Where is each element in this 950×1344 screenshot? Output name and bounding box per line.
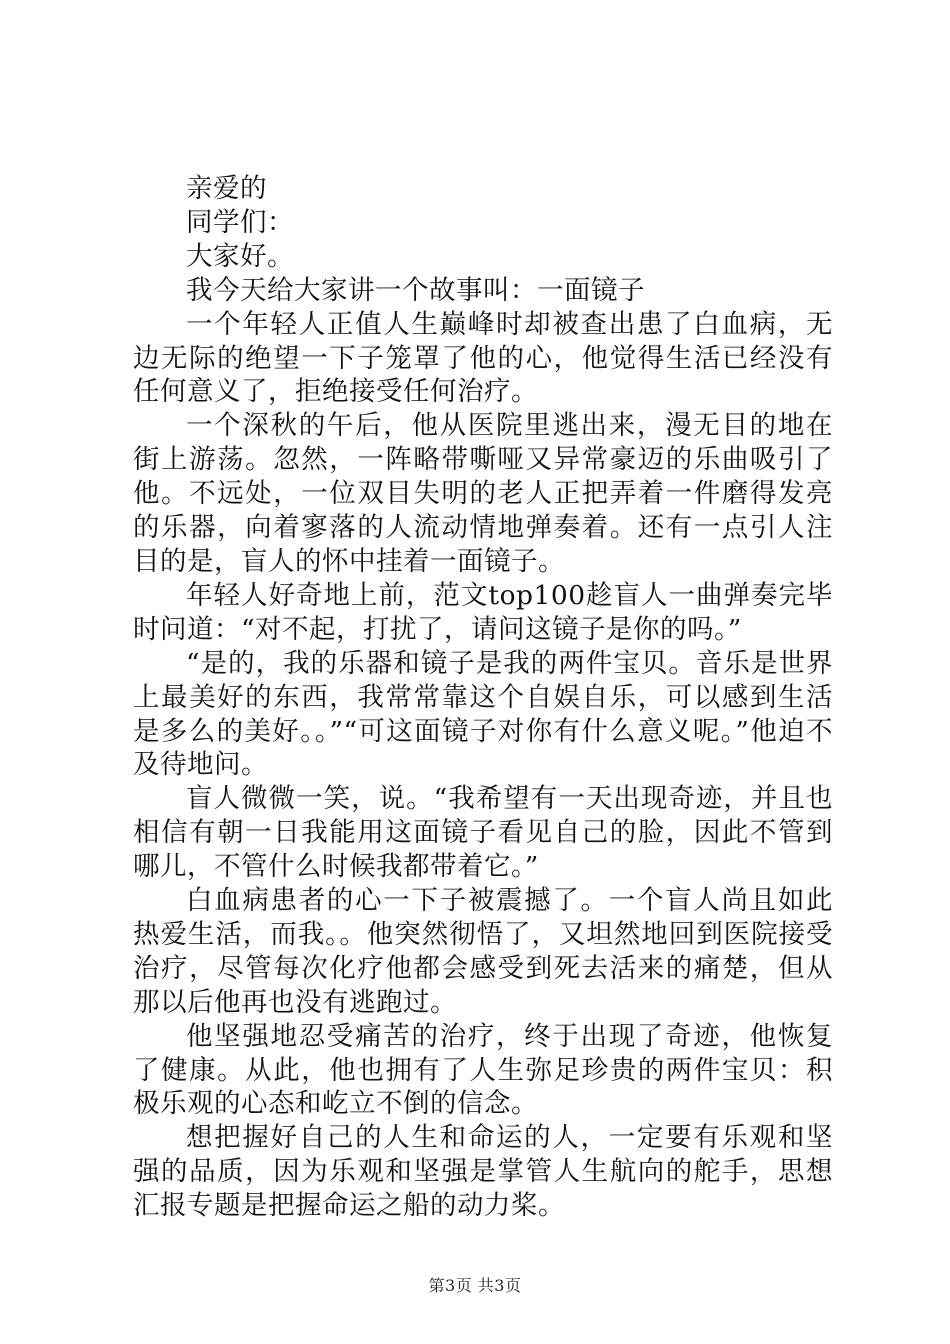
body-paragraph: 盲人微微一笑，说。“我希望有一天出现奇迹，并且也相信有朝一日我能用这面镜子看见自己的脸，因此不管到哪儿，不管什么时候我都带着它。”	[133, 783, 833, 883]
salutation-line-2: 同学们：	[186, 206, 294, 238]
body-paragraph: 年轻人好奇地上前，范文top100趁盲人一曲弹奏完毕时问道：“对不起，打扰了，请问这镜子是你的吗。”	[133, 579, 833, 645]
body-paragraph: 白血病患者的心一下子被震撼了。一个盲人尚且如此热爱生活，而我。。他突然彻悟了，又坦然地回到医院接受治疗，尽管每次化疗他都会感受到死去活来的痛楚，但从那以后他再也没有逃跑过。	[133, 885, 833, 1018]
greeting-line: 大家好。	[186, 240, 294, 272]
body-paragraph: 他坚强地忍受痛苦的治疗，终于出现了奇迹，他恢复了健康。从此，他也拥有了人生弥足珍贵的两件宝贝：积极乐观的心态和屹立不倒的信念。	[133, 1020, 833, 1120]
salutation-line-1: 亲爱的	[186, 173, 267, 204]
document-body	[133, 172, 833, 1223]
story-intro-line: 我今天给大家讲一个故事叫：一面镜子	[186, 274, 645, 306]
body-paragraph: 一个年轻人正值人生巅峰时却被查出患了白血病，无边无际的绝望一下子笼罩了他的心，他觉得生活已经没有任何意义了，拒绝接受任何治疗。	[133, 308, 833, 408]
page-number-footer: 第3页 共3页	[428, 1276, 522, 1295]
body-paragraph: 一个深秋的午后，他从医院里逃出来，漫无目的地在街上游荡。忽然，一阵略带嘶哑又异常豪迈的乐曲吸引了他。不远处，一位双目失明的老人正把弄着一件磨得发亮的乐器，向着寥落的人流动情地弹奏着。还有一点引人注目的是，盲人的怀中挂着一面镜子。	[133, 410, 833, 577]
closing-paragraph: 想把握好自己的人生和命运的人，一定要有乐观和坚强的品质，因为乐观和坚强是掌管人生航向的舵手，思想汇报专题是把握命运之船的动力桨。	[133, 1122, 833, 1222]
body-paragraph: “是的，我的乐器和镜子是我的两件宝贝。音乐是世界上最美好的东西，我常常靠这个自娱自乐，可以感到生活是多么的美好。。”“可这面镜子对你有什么意义呢。”他迫不及待地问。	[133, 647, 833, 781]
